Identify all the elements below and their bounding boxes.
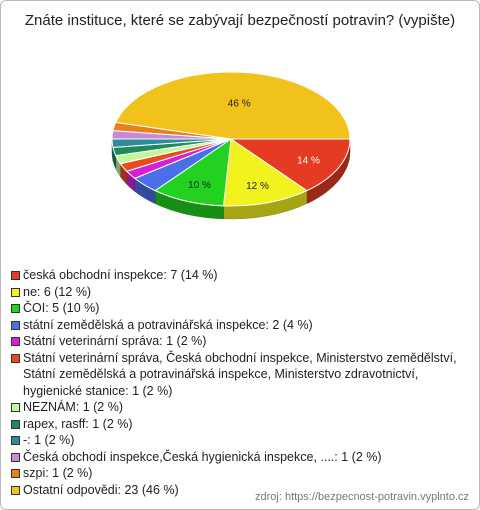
legend-item [11, 267, 471, 284]
pie-slices [112, 72, 350, 206]
legend-item [11, 465, 471, 482]
legend-label: Česká obchodí inspekce,Česká hygienická inspekce, ....: 1 (2 %) [23, 449, 382, 464]
pie-slice-label-11: 46 % [227, 98, 251, 110]
pie-chart [1, 1, 479, 263]
legend-swatch [11, 304, 20, 313]
legend-label: ne: 6 (12 %) [23, 284, 92, 299]
legend-label: NEZNÁM: 1 (2 %) [23, 400, 124, 414]
legend-item [11, 317, 471, 334]
legend-label: Státní veterinární správa: 1 (2 %) [23, 334, 207, 348]
legend-label: -: 1 (2 %) [23, 433, 75, 447]
legend-label: Státní veterinární správa, Česká obchodní inspekce, Ministerstvo zemědělství, Státní zemědělská a potravinářská inspekce, Ministerstvo zdravotnictví, hygienické stanice: 1 (2 %) [23, 350, 457, 398]
pie-slice-label-1: 12 % [246, 180, 269, 192]
legend-item [11, 399, 471, 416]
legend [11, 267, 471, 498]
pie-slice-label-0: 14 % [297, 155, 320, 167]
legend-swatch [11, 469, 20, 478]
chart-title: Znáte instituce, které se zabývají bezpečností potravin? (vypište) [24, 12, 456, 29]
legend-label: ČOI: 5 (10 %) [23, 301, 100, 315]
source-note: zdroj: https://bezpecnost-potravin.vyplnto.cz [255, 491, 469, 503]
legend-swatch [11, 337, 20, 346]
legend-swatch [11, 271, 20, 280]
legend-swatch [11, 436, 20, 445]
legend-label: rapex, rasff: 1 (2 %) [23, 416, 133, 431]
legend-swatch [11, 420, 20, 429]
legend-item [11, 333, 471, 350]
legend-item [11, 284, 471, 301]
legend-item [11, 300, 471, 317]
legend-swatch [11, 288, 20, 297]
legend-swatch [11, 486, 20, 495]
legend-swatch [11, 354, 20, 363]
legend-item [11, 432, 471, 449]
legend-swatch [11, 453, 20, 462]
legend-swatch [11, 403, 20, 412]
legend-label: česká obchodní inspekce: 7 (14 %) [23, 268, 218, 282]
legend-label: státní zemědělská a potravinářská inspekce: 2 (4 %) [23, 317, 313, 332]
legend-item [11, 449, 471, 466]
legend-swatch [11, 321, 20, 330]
legend-item [11, 350, 471, 400]
pie-slice-label-2: 10 % [188, 179, 211, 191]
legend-label: Ostatní odpovědi: 23 (46 %) [23, 482, 179, 497]
legend-item [11, 416, 471, 433]
legend-label: szpi: 1 (2 %) [23, 466, 93, 480]
